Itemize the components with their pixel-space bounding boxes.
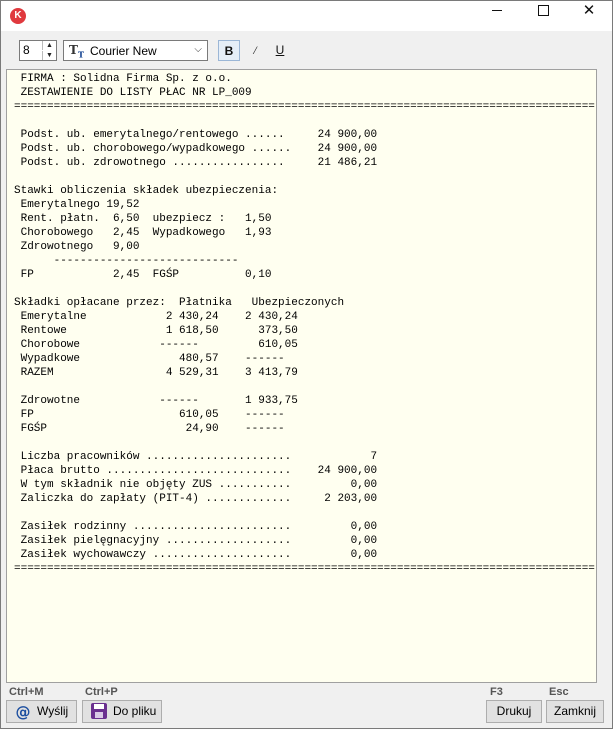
print-hotkey: F3 [490,686,503,698]
close-hotkey: Esc [549,686,569,698]
chevron-down-icon: ⌵ [194,44,202,55]
file-hotkey: Ctrl+P [85,686,118,698]
report-text: FIRMA : Solidna Firma Sp. z o.o. ZESTAWIENIE DO LISTY PŁAC NR LP_009 ======================================================================================== Podst. ub. emerytalnego/rentowego ...... 24 900,00 Podst. ub. chorobowego/wypadkowego ...... 24 900,00 Podst. ub. zdrowotnego ................. 21 486,21 Stawki obliczenia składek ubezpieczenia: Emerytalnego 19,52 Rent. płatn. 6,50 ubezpiecz : 1,50 Chorobowego 2,45 Wypadkowego 1,93 Zdrowotnego 9,00 ---------------------------- FP 2,45 FGŚP 0,10 Składki opłacane przez: Płatnika Ubezpieczonych Emerytalne 2 430,24 2 430,24 Rentowe 1 618,50 373,50 Chorobowe ------ 610,05 Wypadkowe 480,57 ------ RAZEM 4 529,31 3 413,79 Zdrowotne ------ 1 933,75 FP 610,05 ------ FGŚP 24,90 ------ Liczba pracowników ...................... 7 Płaca brutto ............................ 24 900,00 W tym składnik nie objęty ZUS ........... 0,00 Zaliczka do zapłaty (PIT-4) ............. 2 203,00 Zasiłek rodzinny ........................ 0,00 Zasiłek pielęgnacyjny ................... 0,00 Zasiłek wychowawczy ..................... 0,00 ======================================================================================== [14,73,595,575]
maximize-button[interactable] [520,1,566,31]
format-toolbar [1,31,612,69]
maximize-icon [538,5,549,16]
minimize-icon [492,10,502,11]
stepper-up-icon[interactable]: ▲ [42,41,56,50]
send-hotkey: Ctrl+M [9,686,44,698]
vertical-scrollbar[interactable] [597,69,612,683]
print-button[interactable] [486,700,542,723]
send-button[interactable] [6,700,77,723]
floppy-disk-icon [91,703,107,719]
app-logo-icon: K [10,8,26,24]
close-window-button[interactable] [566,1,612,31]
bold-button[interactable]: B [218,40,240,61]
close-button-label: Zamknij [553,704,596,718]
send-button-label: Wyślij [37,704,69,718]
font-size-stepper[interactable] [19,40,57,61]
email-at-icon: @ [15,703,31,721]
stepper-down-icon[interactable]: ▼ [42,51,56,60]
minimize-button[interactable] [474,1,520,31]
action-bar [1,683,612,728]
save-to-file-button[interactable] [82,700,162,723]
save-to-file-label: Do pliku [113,704,157,718]
close-button[interactable] [546,700,604,723]
report-preview[interactable] [6,69,597,683]
font-family-select[interactable] [63,40,208,61]
truetype-font-icon: $T_T$ [69,43,84,60]
close-icon: ✕ [582,1,596,19]
font-family-value: Courier New [90,44,157,58]
italic-button[interactable]: / [253,43,257,57]
title-bar[interactable] [1,1,612,31]
underline-button[interactable]: U [275,43,285,57]
print-button-label: Drukuj [496,704,532,718]
font-size-value: 8 [23,43,30,57]
